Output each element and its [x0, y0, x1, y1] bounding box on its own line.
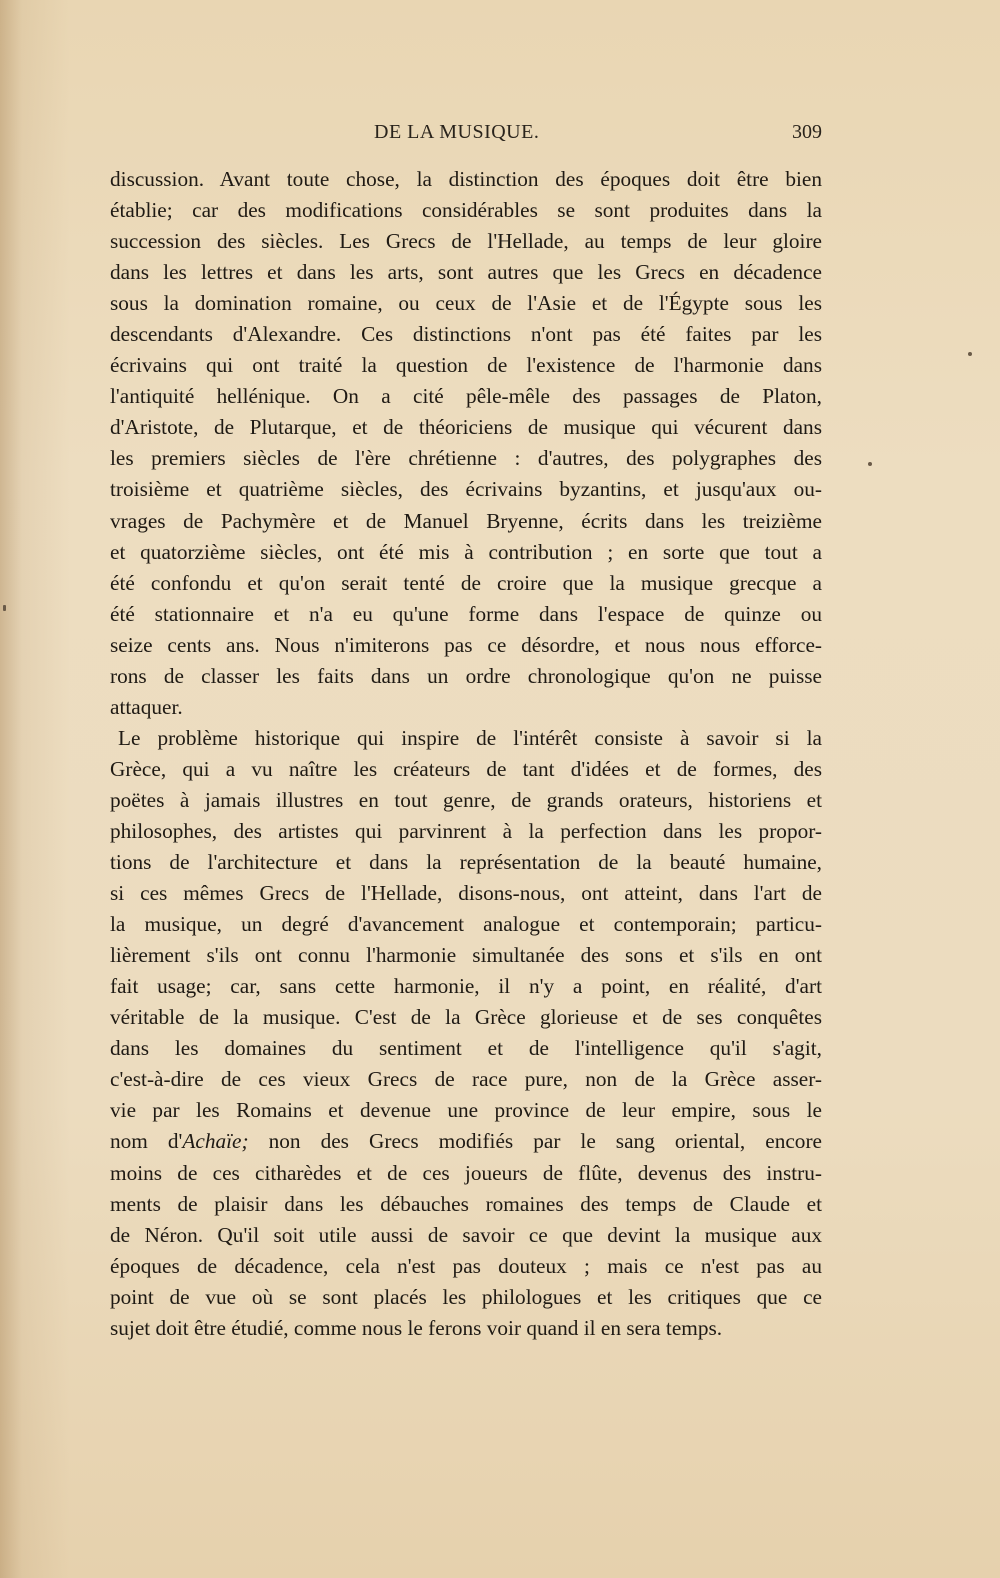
text-line: discussion. Avant toute chose, la distinction des époques doit être bien: [110, 167, 822, 191]
text-line: dans les lettres et dans les arts, sont autres que les Grecs en décadence: [110, 260, 822, 285]
margin-mark: [968, 352, 972, 356]
page-header: [110, 121, 822, 147]
text-line: les premiers siècles de l'ère chrétienne : d'autres, des polygraphes des: [110, 446, 822, 471]
text-line: dans les domaines du sentiment et de l'intelligence qu'il s'agit,: [110, 1036, 822, 1061]
text-segment: nom d': [110, 1129, 183, 1154]
text-line: tions de l'architecture et dans la représentation de la beauté humaine,: [110, 850, 822, 875]
text-line: vie par les Romains et devenue une province de leur empire, sous le: [110, 1098, 822, 1123]
text-line: c'est-à-dire de ces vieux Grecs de race pure, non de la Grèce asser-: [110, 1067, 822, 1092]
text-segment: non des Grecs modifiés par le sang oriental, encore: [248, 1129, 822, 1154]
text-line: point de vue où se sont placés les philologues et les critiques que ce: [110, 1284, 822, 1309]
italic-term: Achaïe;: [182, 1129, 249, 1154]
text-line: seize cents ans. Nous n'imiterons pas ce désordre, et nous nous efforce-: [110, 632, 822, 657]
paragraph-1: [110, 164, 822, 723]
text-line: attaquer.: [110, 694, 183, 719]
text-line: époques de décadence, cela n'est pas douteux ; mais ce n'est pas au: [110, 1253, 822, 1278]
text-line: [110, 1126, 822, 1157]
text-line: sujet doit être étudié, comme nous le ferons voir quand il en sera temps.: [110, 1315, 723, 1340]
text-line: lièrement s'ils ont connu l'harmonie simultanée des sons et s'ils en ont: [110, 943, 822, 968]
text-line: si ces mêmes Grecs de l'Hellade, disons-nous, ont atteint, dans l'art de: [110, 881, 822, 906]
text-line: philosophes, des artistes qui parvinrent à la perfection dans les propor-: [110, 818, 822, 843]
text-line: établie; car des modifications considérables se sont produites dans la: [110, 198, 822, 223]
text-line: descendants d'Alexandre. Ces distinctions n'ont pas été faites par les: [110, 322, 822, 347]
text-line: poëtes à jamais illustres en tout genre, de grands orateurs, historiens et: [110, 787, 822, 812]
text-line: d'Aristote, de Plutarque, et de théoriciens de musique qui vécurent dans: [110, 415, 822, 440]
margin-mark: [868, 462, 872, 466]
text-line: été confondu et qu'on serait tenté de croire que la musique grecque a: [110, 570, 822, 595]
text-line: moins de ces citharèdes et de ces joueurs de flûte, devenus des instru-: [110, 1160, 822, 1185]
text-line: Le problème historique qui inspire de l'intérêt consiste à savoir si la: [118, 725, 822, 750]
text-line: ments de plaisir dans les débauches romaines des temps de Claude et: [110, 1191, 822, 1216]
text-line: l'antiquité hellénique. On a cité pêle-mêle des passages de Platon,: [110, 384, 822, 409]
text-line: et quatorzième siècles, ont été mis à contribution ; en sorte que tout a: [110, 539, 822, 564]
text-line: sous la domination romaine, ou ceux de l'Asie et de l'Égypte sous les: [110, 291, 822, 316]
text-line: rons de classer les faits dans un ordre chronologique qu'on ne puisse: [110, 663, 822, 688]
page-number: 309: [792, 121, 822, 143]
text-line: succession des siècles. Les Grecs de l'Hellade, au temps de leur gloire: [110, 229, 822, 254]
text-line: été stationnaire et n'a eu qu'une forme dans l'espace de quinze ou: [110, 601, 822, 626]
body-text: [110, 164, 822, 1344]
text-line: la musique, un degré d'avancement analogue et contemporain; particu-: [110, 912, 822, 937]
running-head: DE LA MUSIQUE.: [374, 121, 540, 143]
text-line: vrages de Pachymère et de Manuel Bryenne, écrits dans les treizième: [110, 508, 822, 533]
paragraph-2: [110, 723, 822, 1344]
text-line: écrivains qui ont traité la question de l'existence de l'harmonie dans: [110, 353, 822, 378]
text-line: véritable de la musique. C'est de la Grèce glorieuse et de ses conquêtes: [110, 1005, 822, 1030]
text-line: fait usage; car, sans cette harmonie, il n'y a point, en réalité, d'art: [110, 974, 822, 999]
text-line: troisième et quatrième siècles, des écrivains byzantins, et jusqu'aux ou-: [110, 477, 822, 502]
text-line: de Néron. Qu'il soit utile aussi de savoir ce que devint la musique aux: [110, 1222, 822, 1247]
margin-mark: [3, 605, 6, 611]
text-line: Grèce, qui a vu naître les créateurs de tant d'idées et de formes, des: [110, 756, 822, 781]
